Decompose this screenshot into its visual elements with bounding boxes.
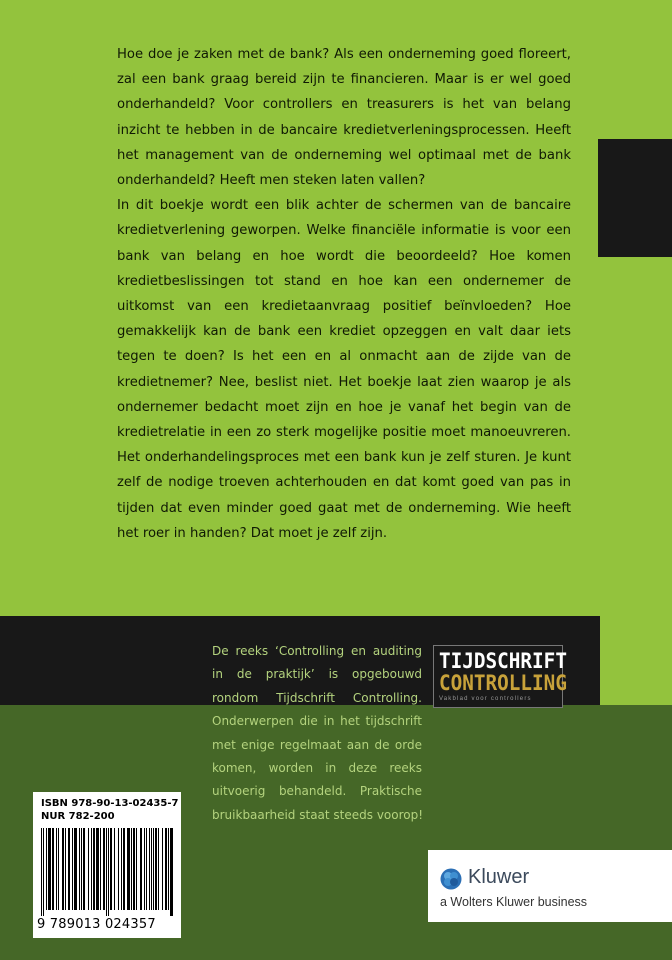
series-line: in de praktijk’ is opgebouwd [212,667,422,682]
logo-line-controlling: CONTROLLING [439,671,567,695]
barcode-label [33,792,181,938]
kluwer-globe-icon [440,868,462,890]
barcode-bars [39,828,175,916]
tijdschrift-controlling-logo [433,645,567,708]
series-description [212,640,422,827]
publisher-tagline: a Wolters Kluwer business [440,895,588,909]
blurb-paragraph-1: Hoe doe je zaken met de bank? Als een onderneming goed floreert, zal een bank graag bereid zijn te financieren. Maar is er wel goed onderhandeld? Voor controllers en treasurers is het van belang inzicht te hebben in de bancaire kredietverleningsprocessen. Heeft het management van de onderneming wel optimaal met de bank onderhandeld? Heeft men steken laten vallen? [117,47,571,189]
logo-line-tijdschrift: TIJDSCHRIFT [439,649,567,673]
blurb-text [117,42,571,546]
series-line: uitvoerig behandeld. Praktische [212,784,422,799]
publisher-name: Kluwer [468,866,530,888]
blurb-paragraph-2: In dit boekje wordt een blik achter de schermen van de bancaire kredietverlening geworpen. Welke financiële informatie is voor een bank van belang en hoe wordt die beoordeeld? Hoe komen kredietbeslissingen tot stand en hoe kan een ondernemer de uitkomst van een kredietaanvraag positief beïnvloeden? Hoe gemakkelijk kan de bank een krediet opzeggen en valt daar iets tegen te doen? Is het een en al onmacht aan de zijde van de kredietnemer? Nee, beslist niet. Het boekje laat zien waarop je als ondernemer bedacht moet zijn en hoe je vanaf het begin van de kredietrelatie in een zo sterk mogelijke positie moet manoeuvreren. Het onderhandelingsproces met een bank kun je zelf sturen. Je kunt zelf de nodige troeven achterhouden en dat komt goed van pas in tijden dat even minder goed gaat met de onderneming. Wie heeft het roer in handen? Dat moet je zelf zijn. [117,198,571,541]
nur-text: NUR 782-200 [41,811,115,822]
green-band-edge [600,616,672,705]
series-line: Onderwerpen die in het tijdschrift [212,714,422,729]
black-side-bar [598,139,672,257]
series-line: bruikbaarheid staat steeds voorop! [212,807,424,822]
series-line: De reeks ‘Controlling en auditing [212,644,422,658]
publisher-logo-box [428,850,672,922]
isbn-text: ISBN 978-90-13-02435-7 [41,798,179,809]
barcode-digits: 9 789013 024357 [37,917,156,932]
series-line: met enige regelmaat aan de orde [212,737,422,752]
series-line: komen, worden in deze reeks [212,761,422,776]
logo-line-subtitle: Vakblad voor controllers [439,696,532,702]
series-line: rondom Tijdschrift Controlling. [212,690,422,705]
